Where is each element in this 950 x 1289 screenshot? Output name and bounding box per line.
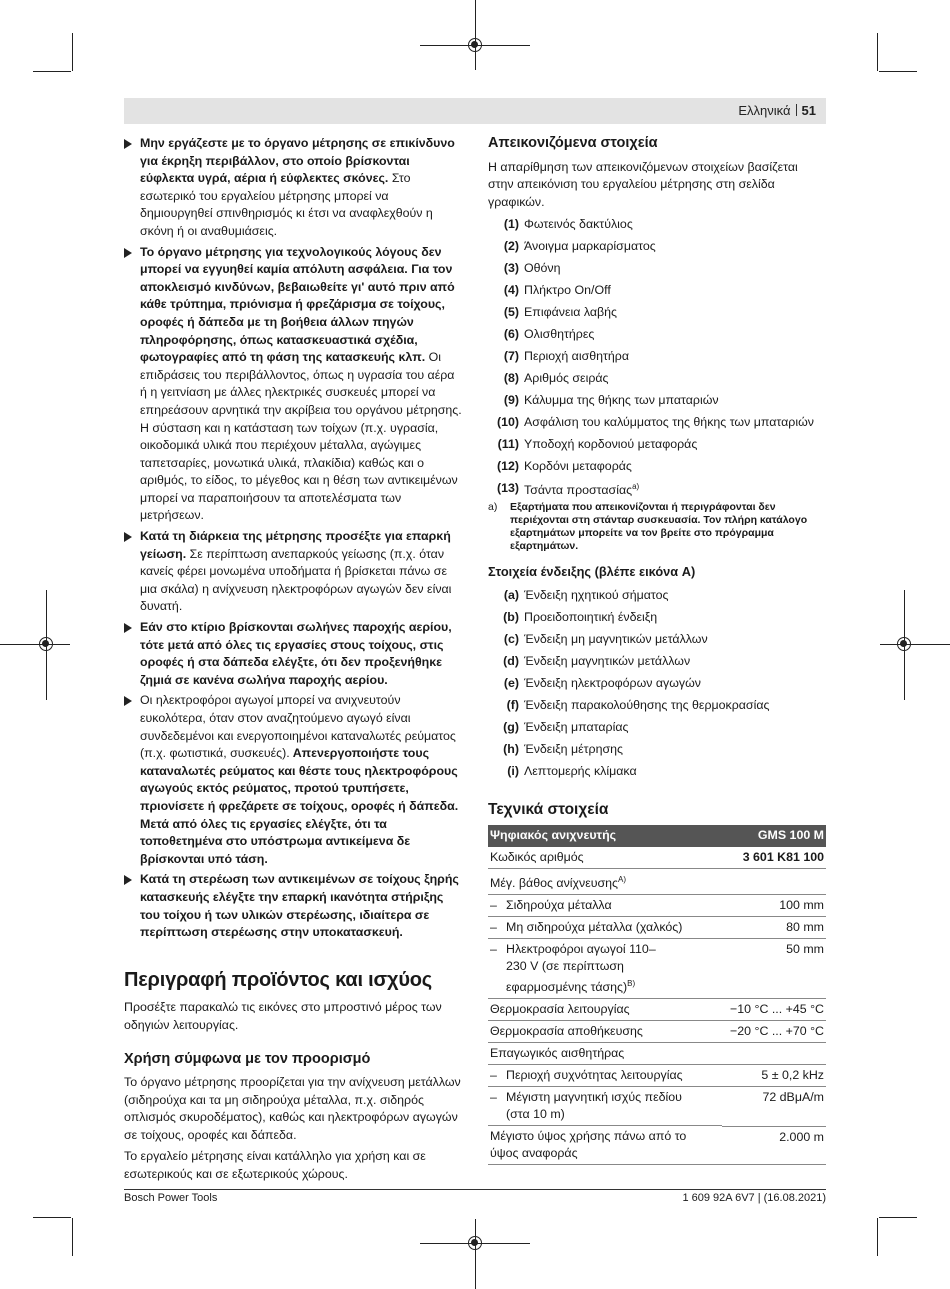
registration-line [880, 644, 950, 645]
table-cell: Ψηφιακός ανιχνευτής [488, 825, 722, 847]
bullet-text: Κατά τη στερέωση των αντικειμένων σε τοίχους ξηρής κατασκευής ελέγξτε την επαρκή ικανότητα στήριξης του τοίχου ή των υλικών στερέωσης, ιδιαίτερα σε περίπτωση στερέωσης στην υποκατασκευή. [140, 872, 459, 940]
indicator-label: Λεπτομερής κλίμακα [524, 764, 637, 779]
indicator-label: Ένδειξη ηλεκτροφόρων αγωγών [524, 676, 701, 691]
tech-table [488, 825, 826, 1166]
crop-mark [33, 71, 71, 72]
bullet-text: Στο εσωτερικό του εργαλείου μέτρησης μπορεί να δημιουργηθεί σπινθηρισμός κι έτσι να αναφλεχθούν η σκόνη ή οι αναθυμιάσεις. [140, 171, 433, 238]
footnote-mark: a) [488, 501, 498, 514]
component-number: (3) [503, 260, 519, 275]
footnote-text: Εξαρτήματα που απεικονίζονται ή περιγράφονται δεν περιέχονται στη στάνταρ συσκευασία. Τον πλήρη κατάλογο εξαρτημάτων μπορείτε να τον βρείτε στο πρόγραμμα εξαρτημάτων. [510, 501, 808, 553]
table-cell [722, 868, 826, 894]
list-item [488, 411, 826, 433]
component-label [524, 392, 719, 410]
component-label [524, 370, 609, 388]
footer-brand: Bosch Power Tools [124, 1192, 218, 1204]
component-label-text: Πλήκτρο On/Off [524, 282, 611, 297]
crop-mark [33, 1217, 71, 1218]
components-title: Απεικονιζόμενα στοιχεία [488, 135, 658, 151]
table-cell [488, 1087, 722, 1126]
safety-bullet [124, 244, 462, 526]
registration-target-icon [39, 637, 53, 651]
dash: – [490, 1090, 497, 1105]
safety-bullet [124, 871, 462, 941]
list-item [488, 477, 826, 499]
table-row [488, 938, 826, 999]
crop-mark [877, 33, 878, 71]
component-number: (9) [503, 392, 519, 407]
list-item [488, 673, 826, 695]
table-cell: 80 mm [722, 916, 826, 938]
right-column [488, 135, 826, 1165]
table-cell: 5 ± 0,2 kHz [722, 1065, 826, 1087]
component-number: (8) [503, 370, 519, 385]
component-label [524, 478, 639, 500]
indicator-key: (e) [503, 676, 519, 691]
indicator-label: Ένδειξη ηχητικού σήματος [524, 588, 669, 603]
dash: – [490, 897, 497, 912]
registration-target-icon [468, 38, 482, 52]
indicator-label: Ένδειξη μαγνητικών μετάλλων [524, 654, 691, 669]
table-cell [488, 868, 722, 894]
table-cell: 50 mm [722, 938, 826, 999]
bullet-text: Σε περίπτωση ανεπαρκούς γείωσης (π.χ. όταν κανείς φέρει μονωμένα υποδήματα ή βρίσκεται πάνω σε μια σκάλα) η ανίχνευση ηλεκτροφόρων αγωγών δεν είναι δυνατή. [140, 546, 452, 614]
list-item [488, 629, 826, 651]
component-number: (2) [503, 238, 519, 253]
intended-use-paragraph: Το εργαλείο μέτρησης είναι κατάλληλο για χρήση και σε εσωτερικούς και σε εξωτερικούς χώρους. [124, 1149, 426, 1182]
component-label-text: Αριθμός σειράς [524, 370, 609, 385]
table-row [488, 894, 826, 916]
table-cell [722, 1043, 826, 1065]
component-number: (4) [503, 282, 519, 297]
crop-mark [879, 71, 917, 72]
indicator-key: (h) [503, 742, 519, 757]
bullet-triangle-icon [124, 139, 132, 149]
list-item [488, 345, 826, 367]
page-number: 51 [801, 103, 816, 118]
indicator-key: (d) [503, 654, 519, 669]
component-number: (6) [503, 326, 519, 341]
table-cell-text: Ηλεκτροφόροι αγωγοί 110–230 V (σε περίπτωση εφαρμοσμένης τάσης) [506, 941, 656, 994]
component-label [524, 458, 632, 476]
left-column [124, 135, 462, 1188]
safety-bullet [124, 619, 462, 689]
component-label [524, 238, 656, 256]
safety-bullet [124, 135, 462, 241]
list-item [488, 761, 826, 783]
component-label [524, 304, 617, 322]
table-cell: Θερμοκρασία λειτουργίας [488, 999, 722, 1021]
header-language: Ελληνικά [738, 103, 791, 118]
list-item [488, 213, 826, 235]
component-label [524, 414, 814, 432]
indicator-key: (i) [507, 764, 519, 779]
intended-use-paragraph: Το όργανο μέτρησης προορίζεται για την ανίχνευση μετάλλων (σιδηρούχα και τα μη σιδηρούχα μέταλλα, π.χ. σιδηρός οπλισμός σκυροδέματος), καθώς και ηλεκτροφόρων αγωγών σε τοίχους, οροφές και δάπεδα. [124, 1075, 461, 1142]
registration-target-icon [468, 1236, 482, 1250]
component-number: (11) [497, 436, 519, 451]
bullet-triangle-icon [124, 532, 132, 542]
safety-bullets [124, 135, 462, 942]
component-label-text: Ασφάλιση του καλύμματος της θήκης των μπαταριών [524, 414, 814, 429]
table-row [488, 846, 826, 868]
indicator-label: Ένδειξη μπαταρίας [524, 720, 629, 735]
dash: – [490, 941, 497, 956]
component-number: (10) [496, 414, 519, 429]
component-label-text: Επιφάνεια λαβής [524, 304, 618, 319]
safety-bullet [124, 692, 462, 868]
table-cell: 100 mm [722, 894, 826, 916]
bullet-triangle-icon [124, 696, 132, 706]
list-item [488, 235, 826, 257]
component-label [524, 348, 629, 366]
crop-mark [879, 1217, 917, 1218]
component-number: (13) [496, 480, 519, 495]
indicator-label: Προειδοποιητική ένδειξη [524, 610, 658, 625]
section-title: Περιγραφή προϊόντος και ισχύος [124, 968, 432, 991]
crop-mark [72, 33, 73, 71]
bullet-triangle-icon [124, 875, 132, 885]
crop-mark [877, 1218, 878, 1256]
table-cell [488, 1065, 722, 1087]
component-label [524, 260, 561, 278]
component-label-text: Οθόνη [524, 260, 561, 275]
footer-doc-number: 1 609 92A 6V7 | (16.08.2021) [682, 1192, 826, 1204]
component-label [524, 436, 697, 454]
bullet-text: Απενεργοποιήστε τους καταναλωτές ρεύματος και θέστε τους ηλεκτροφόρους αγωγούς εκτός ρεύματος, προτού τρυπήσετε, πριονίσετε ή φρεζάρετε σε τοίχους, οροφές ή δάπεδα. Μετά από όλες τις εργασίες ελέγξτε, ότι τα τοποθετημένα στο υπόστρωμα αντικείμενα δε βρίσκονται υπό τάση. [140, 746, 459, 866]
list-item [488, 585, 826, 607]
bullet-text: Οι επιδράσεις του περιβάλλοντος, όπως η υγρασία του αέρα ή η γειτνίαση με άλλες ηλεκτρικές συσκευές μπορεί να επηρεάσουν αρνητικά την ακρίβεια του οργάνου μέτρησης. Η σύσταση και η κατάσταση των τοίχων (π.χ. υγρασία, οικοδομικά υλικά που περιέχουν μέταλλα, αγώγιμες ταπετσαρίες, μονωτικά υλικά, πλακίδια) καθώς και ο αριθμός, το είδος, το μέγεθος και η θέση των αντικειμένων μπορεί να παραποιήσουν τα αποτελέσματα των μετρήσεων. [140, 350, 462, 523]
component-label-text: Τσάντα προστασίας [524, 482, 633, 497]
table-cell-label: Σιδηρούχα μέταλλα [506, 897, 612, 912]
page-header [124, 98, 826, 124]
indicator-key: (a) [503, 588, 519, 603]
table-cell [488, 939, 722, 999]
list-item [488, 279, 826, 301]
table-row [488, 1065, 826, 1087]
indicator-key: (b) [503, 610, 519, 625]
dash: – [490, 919, 497, 934]
list-item [488, 367, 826, 389]
component-label-text: Περιοχή αισθητήρα [524, 348, 630, 363]
indicators-title: Στοιχεία ένδειξης (βλέπε εικόνα A) [488, 564, 696, 580]
table-cell-label: Μέγιστο ύψος χρήσης πάνω από το ύψος αναφοράς [490, 1129, 687, 1161]
bullet-text: Οι ηλεκτροφόροι αγωγοί μπορεί να ανιχνευτούν ευκολότερα, όταν στον αναζητούμενο αγωγό είναι συνδεδεμένοι και ενεργοποιημένοι καταναλωτές ρεύματος (π.χ. φωτιστικά, συσκευές). [140, 693, 456, 761]
components-list [488, 213, 826, 499]
table-row [488, 1021, 826, 1043]
registration-target-icon [897, 637, 911, 651]
header-divider [796, 104, 797, 116]
indicator-key: (g) [503, 720, 519, 735]
table-cell-label: Μέγ. βάθος ανίχνευσης [490, 875, 619, 890]
indicator-key: (c) [503, 632, 519, 647]
table-row [488, 868, 826, 894]
component-label-text: Άνοιγμα μαρκαρίσματος [524, 238, 656, 253]
dash: – [490, 1068, 497, 1083]
table-cell: 72 dBμA/m [722, 1087, 826, 1127]
list-item [488, 257, 826, 279]
crop-mark [72, 1218, 73, 1256]
table-cell: GMS 100 M [722, 825, 826, 847]
bullet-triangle-icon [124, 623, 132, 633]
list-item [488, 695, 826, 717]
tech-title: Τεχνικά στοιχεία [488, 800, 609, 818]
table-row [488, 1126, 826, 1165]
component-label-text: Κορδόνι μεταφοράς [524, 458, 632, 473]
component-sup: a) [632, 481, 640, 491]
bullet-text: Το όργανο μέτρησης για τεχνολογικούς λόγους δεν μπορεί να εγγυηθεί καμία απόλυτη ασφάλεια. Για τον αποκλεισμό κινδύνων, βεβαιωθείτε γι' αυτό πριν από κάθε τρύπημα, πριόνισμα ή φρεζάρισμα σε τοίχους, οροφές ή δάπεδα με τη βοήθεια άλλων πηγών πληροφόρησης, όπως κατασκευαστικά σχέδια, φωτογραφίες από τη φάση της κατασκευής κλπ. [140, 244, 455, 365]
footnote [488, 501, 826, 553]
list-item [488, 739, 826, 761]
component-label [524, 216, 633, 234]
section-intro: Προσέξτε παρακαλώ τις εικόνες στο μπροστινό μέρος των οδηγιών λειτουργίας. [124, 1000, 442, 1032]
table-cell-label [506, 941, 676, 996]
list-item [488, 607, 826, 629]
bullet-text: Εάν στο κτίριο βρίσκονται σωλήνες παροχής αερίου, τότε μετά από όλες τις εργασίες στους τοίχους, στις οροφές ή στα δάπεδα ελέγξτε, ότι δεν προξενήθηκε ζημιά σε κανένα σωλήνα παροχής αερίου. [140, 620, 452, 687]
list-item [488, 323, 826, 345]
indicator-label: Ένδειξη μέτρησης [524, 742, 623, 757]
registration-line [475, 1219, 476, 1289]
bullet-text: Κατά τη διάρκεια της μέτρησης προσέξτε για επαρκή γείωση. [140, 529, 451, 561]
registration-line [475, 0, 476, 70]
intended-use-title: Χρήση σύμφωνα με τον προορισμό [124, 1050, 371, 1067]
table-row [488, 916, 826, 938]
table-cell-label: Μη σιδηρούχα μέταλλα (χαλκός) [506, 919, 683, 934]
component-label-text: Κάλυμμα της θήκης των μπαταριών [524, 392, 719, 407]
list-item [488, 301, 826, 323]
table-cell [488, 894, 722, 916]
list-item [488, 433, 826, 455]
components-intro: Η απαρίθμηση των απεικονιζόμενων στοιχείων βασίζεται στην απεικόνιση του εργαλείου μέτρησης στη σελίδα γραφικών. [488, 159, 798, 209]
table-cell: Κωδικός αριθμός [488, 846, 722, 868]
registration-line [0, 644, 70, 645]
header-text [738, 103, 816, 118]
table-cell [488, 1126, 722, 1165]
indicator-label: Ένδειξη παρακολούθησης της θερμοκρασίας [524, 698, 770, 713]
table-cell [488, 916, 722, 938]
table-row [488, 1043, 826, 1065]
component-number: (7) [503, 348, 519, 363]
safety-bullet [124, 528, 462, 616]
bullet-triangle-icon [124, 248, 132, 258]
table-row [488, 825, 826, 847]
component-label-text: Ολισθητήρες [524, 326, 595, 341]
component-number: (5) [503, 304, 519, 319]
component-label-text: Υποδοχή κορδονιού μεταφοράς [524, 436, 698, 451]
indicators-list [488, 585, 826, 783]
table-cell: Θερμοκρασία αποθήκευσης [488, 1021, 722, 1043]
list-item [488, 717, 826, 739]
indicator-label: Ένδειξη μη μαγνητικών μετάλλων [524, 632, 708, 647]
indicator-key: (f) [506, 698, 519, 713]
table-cell-label: Μέγιστη μαγνητική ισχύς πεδίου (στα 10 m) [506, 1090, 682, 1122]
component-number: (12) [496, 458, 519, 473]
table-sup: A) [618, 874, 627, 884]
list-item [488, 651, 826, 673]
table-cell: 3 601 K81 100 [722, 846, 826, 868]
table-cell: −20 °C ... +70 °C [722, 1021, 826, 1043]
table-cell: −10 °C ... +45 °C [722, 999, 826, 1021]
list-item [488, 389, 826, 411]
list-item [488, 455, 826, 477]
table-sup: B) [627, 978, 636, 988]
component-number: (1) [503, 216, 519, 231]
component-label [524, 282, 611, 300]
footer-divider [124, 1189, 826, 1190]
component-label-text: Φωτεινός δακτύλιος [524, 216, 633, 231]
table-row [488, 999, 826, 1021]
table-cell: Επαγωγικός αισθητήρας [488, 1043, 722, 1065]
table-cell-label: Περιοχή συχνότητας λειτουργίας [506, 1068, 683, 1083]
bullet-text: Μην εργάζεστε με το όργανο μέτρησης σε επικίνδυνο για έκρηξη περιβάλλον, στο οποίο βρίσκονται εύφλεκτα υγρά, αέρια ή εύφλεκτες σκόνες. [140, 136, 455, 186]
component-label [524, 326, 594, 344]
table-cell: 2.000 m [722, 1126, 826, 1165]
table-row [488, 1087, 826, 1127]
